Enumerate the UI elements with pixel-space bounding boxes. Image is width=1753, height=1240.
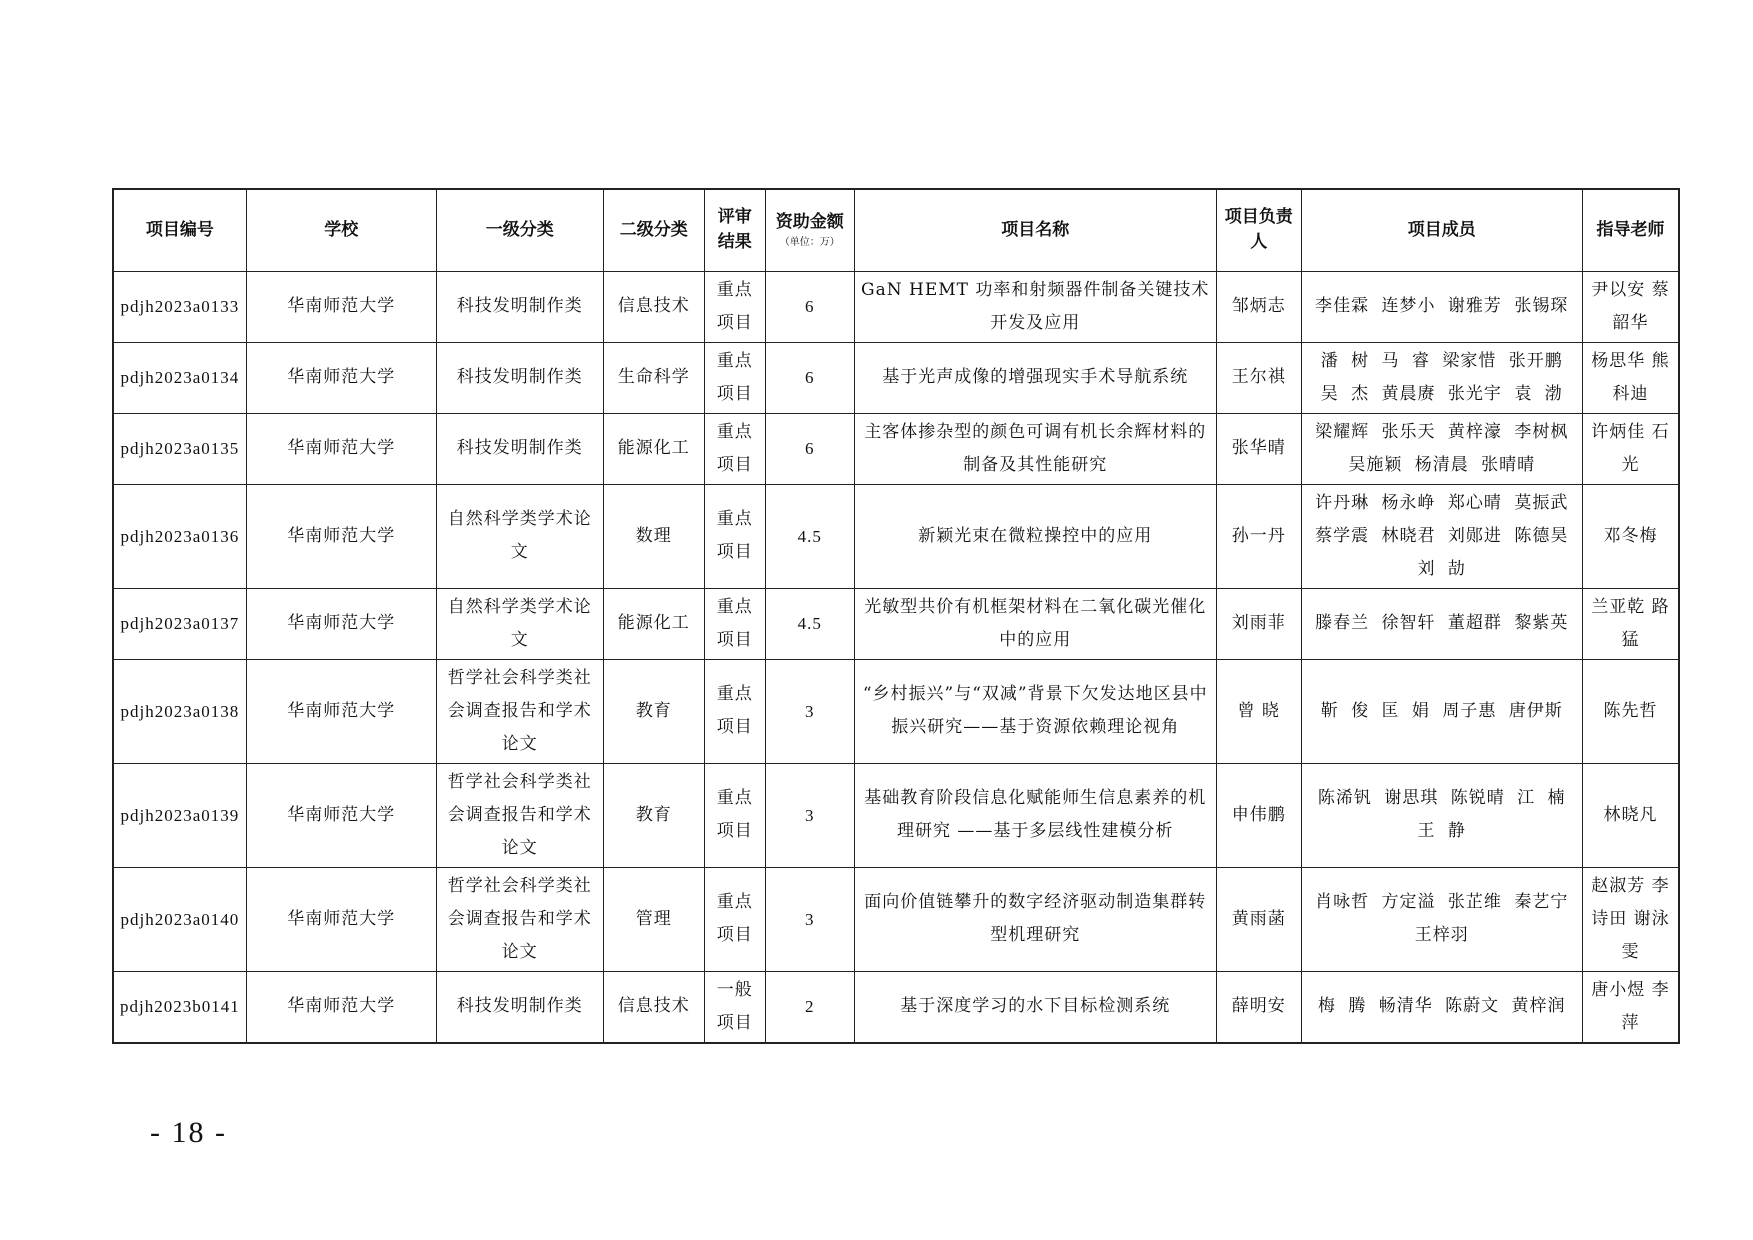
cell-project-name: “乡村振兴”与“双减”背景下欠发达地区县中振兴研究——基于资源依赖理论视角 xyxy=(854,659,1216,763)
cell-advisor: 陈先哲 xyxy=(1582,659,1679,763)
cell-amount: 4.5 xyxy=(765,484,854,588)
cell-school: 华南师范大学 xyxy=(246,588,436,659)
cell-leader: 薛明安 xyxy=(1216,971,1301,1043)
cell-category1: 科技发明制作类 xyxy=(436,342,603,413)
cell-advisor: 尹以安 蔡韶华 xyxy=(1582,271,1679,342)
cell-amount: 4.5 xyxy=(765,588,854,659)
header-members: 项目成员 xyxy=(1301,189,1582,271)
cell-members: 滕春兰 徐智轩 董超群 黎紫英 xyxy=(1301,588,1582,659)
cell-category2: 数理 xyxy=(603,484,704,588)
cell-project-name: 主客体掺杂型的颜色可调有机长余辉材料的制备及其性能研究 xyxy=(854,413,1216,484)
cell-category2: 信息技术 xyxy=(603,971,704,1043)
cell-school: 华南师范大学 xyxy=(246,867,436,971)
cell-leader: 黄雨菡 xyxy=(1216,867,1301,971)
cell-project-name: 基于深度学习的水下目标检测系统 xyxy=(854,971,1216,1043)
cell-result: 重点项目 xyxy=(704,413,765,484)
cell-leader: 孙一丹 xyxy=(1216,484,1301,588)
cell-code: pdjh2023b0141 xyxy=(113,971,246,1043)
cell-advisor: 许炳佳 石 光 xyxy=(1582,413,1679,484)
cell-code: pdjh2023a0133 xyxy=(113,271,246,342)
cell-category2: 信息技术 xyxy=(603,271,704,342)
header-amount xyxy=(765,189,854,271)
cell-code: pdjh2023a0139 xyxy=(113,763,246,867)
project-table xyxy=(112,188,1680,1044)
cell-result: 重点项目 xyxy=(704,271,765,342)
cell-project-name: 新颖光束在微粒操控中的应用 xyxy=(854,484,1216,588)
cell-leader: 邹炳志 xyxy=(1216,271,1301,342)
cell-amount: 6 xyxy=(765,271,854,342)
cell-advisor: 邓冬梅 xyxy=(1582,484,1679,588)
cell-advisor: 杨思华 熊科迪 xyxy=(1582,342,1679,413)
cell-result: 重点项目 xyxy=(704,484,765,588)
cell-category2: 教育 xyxy=(603,763,704,867)
header-category2: 二级分类 xyxy=(603,189,704,271)
table-row xyxy=(113,588,1679,659)
cell-leader: 刘雨菲 xyxy=(1216,588,1301,659)
cell-category1: 科技发明制作类 xyxy=(436,271,603,342)
cell-project-name: 基础教育阶段信息化赋能师生信息素养的机理研究 ——基于多层线性建模分析 xyxy=(854,763,1216,867)
cell-school: 华南师范大学 xyxy=(246,971,436,1043)
cell-category1: 自然科学类学术论文 xyxy=(436,588,603,659)
cell-result: 重点项目 xyxy=(704,763,765,867)
cell-category2: 能源化工 xyxy=(603,588,704,659)
cell-amount: 6 xyxy=(765,342,854,413)
table-row xyxy=(113,484,1679,588)
cell-leader: 曾 晓 xyxy=(1216,659,1301,763)
cell-amount: 3 xyxy=(765,659,854,763)
cell-category1: 哲学社会科学类社会调查报告和学术论文 xyxy=(436,659,603,763)
cell-category2: 教育 xyxy=(603,659,704,763)
cell-members: 陈浠钒 谢思琪 陈锐晴 江 楠 王 静 xyxy=(1301,763,1582,867)
cell-project-name: 基于光声成像的增强现实手术导航系统 xyxy=(854,342,1216,413)
page-number: - 18 - xyxy=(150,1116,227,1149)
table-row xyxy=(113,763,1679,867)
header-category1: 一级分类 xyxy=(436,189,603,271)
cell-project-name: GaN HEMT 功率和射频器件制备关键技术开发及应用 xyxy=(854,271,1216,342)
cell-amount: 3 xyxy=(765,867,854,971)
cell-school: 华南师范大学 xyxy=(246,342,436,413)
cell-code: pdjh2023a0138 xyxy=(113,659,246,763)
cell-code: pdjh2023a0137 xyxy=(113,588,246,659)
header-row xyxy=(113,189,1679,271)
cell-result: 重点项目 xyxy=(704,867,765,971)
cell-advisor: 林晓凡 xyxy=(1582,763,1679,867)
cell-school: 华南师范大学 xyxy=(246,484,436,588)
cell-members: 潘 树 马 睿 梁家惜 张开鹏 吴 杰 黄晨赓 张光宇 袁 渤 xyxy=(1301,342,1582,413)
header-project-name: 项目名称 xyxy=(854,189,1216,271)
cell-category1: 哲学社会科学类社会调查报告和学术论文 xyxy=(436,867,603,971)
cell-code: pdjh2023a0140 xyxy=(113,867,246,971)
table-row xyxy=(113,971,1679,1043)
header-result: 评审结果 xyxy=(704,189,765,271)
cell-members: 李佳霖 连梦小 谢雅芳 张锡琛 xyxy=(1301,271,1582,342)
cell-result: 重点项目 xyxy=(704,342,765,413)
cell-school: 华南师范大学 xyxy=(246,659,436,763)
cell-category2: 能源化工 xyxy=(603,413,704,484)
cell-amount: 6 xyxy=(765,413,854,484)
cell-category2: 管理 xyxy=(603,867,704,971)
cell-amount: 2 xyxy=(765,971,854,1043)
cell-result: 重点项目 xyxy=(704,588,765,659)
table-row xyxy=(113,867,1679,971)
cell-category2: 生命科学 xyxy=(603,342,704,413)
table-row xyxy=(113,271,1679,342)
cell-members: 许丹琳 杨永峥 郑心晴 莫振武 蔡学震 林晓君 刘郧进 陈德昊 刘 劼 xyxy=(1301,484,1582,588)
cell-category1: 哲学社会科学类社会调查报告和学术论文 xyxy=(436,763,603,867)
cell-category1: 科技发明制作类 xyxy=(436,413,603,484)
cell-category1: 科技发明制作类 xyxy=(436,971,603,1043)
cell-code: pdjh2023a0135 xyxy=(113,413,246,484)
cell-members: 梅 腾 畅清华 陈蔚文 黄梓润 xyxy=(1301,971,1582,1043)
table-row xyxy=(113,659,1679,763)
header-amount-unit: （单位：万） xyxy=(779,236,840,248)
cell-result: 一般项目 xyxy=(704,971,765,1043)
cell-project-name: 光敏型共价有机框架材料在二氧化碳光催化中的应用 xyxy=(854,588,1216,659)
cell-leader: 申伟鹏 xyxy=(1216,763,1301,867)
cell-advisor: 赵淑芳 李诗田 谢泳雯 xyxy=(1582,867,1679,971)
header-code: 项目编号 xyxy=(113,189,246,271)
cell-advisor: 兰亚乾 路 猛 xyxy=(1582,588,1679,659)
cell-school: 华南师范大学 xyxy=(246,271,436,342)
header-school: 学校 xyxy=(246,189,436,271)
cell-members: 梁耀辉 张乐天 黄梓濠 李树枫 吴施颖 杨清晨 张晴晴 xyxy=(1301,413,1582,484)
cell-leader: 王尔祺 xyxy=(1216,342,1301,413)
table-row xyxy=(113,413,1679,484)
cell-school: 华南师范大学 xyxy=(246,763,436,867)
cell-advisor: 唐小煜 李 萍 xyxy=(1582,971,1679,1043)
cell-members: 肖咏哲 方定溢 张芷维 秦艺宁 王梓羽 xyxy=(1301,867,1582,971)
header-advisor: 指导老师 xyxy=(1582,189,1679,271)
table-row xyxy=(113,342,1679,413)
cell-project-name: 面向价值链攀升的数字经济驱动制造集群转型机理研究 xyxy=(854,867,1216,971)
cell-school: 华南师范大学 xyxy=(246,413,436,484)
cell-amount: 3 xyxy=(765,763,854,867)
cell-members: 靳 俊 匡 娟 周子惠 唐伊斯 xyxy=(1301,659,1582,763)
header-amount-label: 资助金额 xyxy=(775,211,844,232)
cell-leader: 张华晴 xyxy=(1216,413,1301,484)
header-leader: 项目负责人 xyxy=(1216,189,1301,271)
cell-result: 重点项目 xyxy=(704,659,765,763)
cell-code: pdjh2023a0136 xyxy=(113,484,246,588)
cell-category1: 自然科学类学术论文 xyxy=(436,484,603,588)
cell-code: pdjh2023a0134 xyxy=(113,342,246,413)
